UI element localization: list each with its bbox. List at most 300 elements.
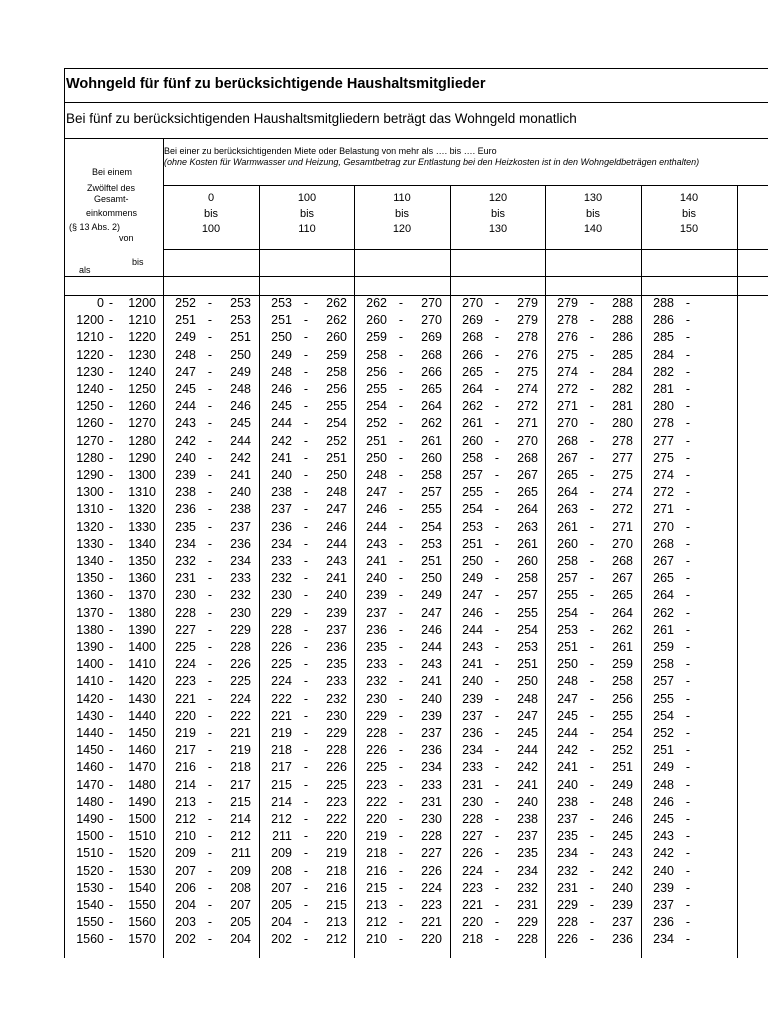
amount-dash: - (589, 347, 595, 362)
amount-from: 251 (653, 743, 674, 758)
amount-from: 260 (366, 313, 387, 328)
amount-dash: - (398, 588, 404, 603)
income-from: 1280 (76, 450, 104, 465)
amount-to: 224 (230, 691, 251, 706)
amount-from: 254 (557, 605, 578, 620)
amount-dash: - (303, 812, 309, 826)
amount-to: 212 (326, 932, 347, 947)
amount-from: 251 (557, 640, 578, 654)
amount-to: 217 (230, 777, 251, 792)
amount-from: 263 (557, 502, 578, 517)
amount-from: 259 (653, 640, 674, 654)
amount-dash: - (398, 846, 404, 861)
amount-from: 248 (557, 674, 578, 689)
amount-from: 209 (271, 846, 292, 861)
income-from: 1470 (76, 777, 104, 792)
amount-dash: - (494, 708, 500, 723)
amount-to: 218 (326, 863, 347, 878)
amount-dash: - (685, 915, 691, 930)
amount-dash: - (303, 708, 309, 723)
amount-dash: - (207, 485, 213, 500)
amount-to: 235 (326, 657, 347, 672)
amount-from: 250 (271, 330, 292, 345)
amount-from: 243 (462, 640, 483, 654)
amount-dash: - (398, 898, 404, 912)
income-from: 1370 (76, 605, 104, 620)
amount-from: 239 (653, 880, 674, 895)
amount-from: 252 (175, 296, 196, 310)
amount-dash: - (303, 898, 309, 912)
income-dash: - (108, 726, 114, 740)
amount-from: 253 (557, 622, 578, 637)
income-from: 1530 (76, 880, 104, 895)
income-dash: - (108, 468, 114, 482)
amount-dash: - (685, 794, 691, 809)
amount-from: 251 (462, 536, 483, 551)
amount-from: 239 (175, 468, 196, 482)
column-header-to-label: bis (585, 207, 601, 220)
amount-from: 229 (557, 898, 578, 912)
amount-dash: - (494, 313, 500, 328)
amount-dash: - (589, 932, 595, 947)
amount-dash: - (207, 846, 213, 861)
amount-from: 247 (175, 364, 196, 379)
amount-from: 218 (366, 846, 387, 861)
amount-to: 284 (612, 364, 633, 379)
amount-dash: - (589, 743, 595, 758)
amount-from: 250 (462, 554, 483, 568)
amount-to: 220 (326, 829, 347, 844)
amount-dash: - (207, 554, 213, 568)
amount-dash: - (303, 932, 309, 947)
amount-from: 228 (175, 605, 196, 620)
column-header-from: 130 (583, 192, 603, 204)
amount-from: 225 (271, 657, 292, 672)
amount-from: 207 (175, 863, 196, 878)
amount-to: 239 (326, 605, 347, 620)
amount-dash: - (494, 382, 500, 396)
income-to: 1220 (128, 330, 156, 345)
amount-to: 204 (230, 932, 251, 947)
grid-hline (64, 276, 768, 277)
income-to: 1440 (128, 708, 156, 723)
amount-to: 249 (230, 364, 251, 379)
amount-dash: - (398, 674, 404, 689)
amount-to: 261 (517, 536, 538, 551)
amount-from: 255 (653, 691, 674, 706)
income-from: 1290 (76, 468, 104, 482)
amount-from: 249 (175, 330, 196, 345)
amount-from: 240 (366, 571, 387, 586)
amount-to: 237 (517, 829, 538, 844)
amount-dash: - (589, 846, 595, 861)
column-header-to-label: bis (299, 207, 315, 220)
amount-from: 255 (366, 382, 387, 396)
amount-to: 225 (326, 777, 347, 792)
amount-to: 268 (612, 554, 633, 568)
amount-to: 207 (230, 898, 251, 912)
amount-to: 250 (326, 468, 347, 482)
amount-dash: - (685, 657, 691, 672)
amount-to: 232 (326, 691, 347, 706)
amount-to: 261 (612, 640, 633, 654)
amount-dash: - (207, 760, 213, 775)
amount-dash: - (494, 571, 500, 586)
amount-from: 268 (653, 536, 674, 551)
amount-dash: - (398, 829, 404, 844)
income-to: 1280 (128, 433, 156, 448)
amount-from: 215 (271, 777, 292, 792)
amount-to: 226 (421, 863, 442, 878)
amount-dash: - (685, 382, 691, 396)
amount-from: 233 (462, 760, 483, 775)
amount-dash: - (207, 708, 213, 723)
amount-to: 242 (612, 863, 633, 878)
amount-dash: - (303, 846, 309, 861)
amount-to: 268 (421, 347, 442, 362)
amount-from: 251 (271, 313, 292, 328)
amount-from: 207 (271, 880, 292, 895)
amount-dash: - (398, 433, 404, 448)
grid-hline (64, 102, 768, 103)
income-to: 1270 (128, 416, 156, 431)
income-dash: - (108, 450, 114, 465)
amount-to: 208 (230, 880, 251, 895)
amount-from: 255 (462, 485, 483, 500)
amount-from: 222 (271, 691, 292, 706)
amount-to: 257 (421, 485, 442, 500)
amount-dash: - (207, 536, 213, 551)
amount-dash: - (207, 416, 213, 431)
amount-to: 267 (612, 571, 633, 586)
amount-from: 258 (557, 554, 578, 568)
amount-dash: - (589, 330, 595, 345)
income-dash: - (108, 829, 114, 844)
income-dash: - (108, 794, 114, 809)
amount-dash: - (303, 726, 309, 740)
amount-to: 236 (421, 743, 442, 758)
amount-dash: - (589, 313, 595, 328)
amount-dash: - (685, 829, 691, 844)
amount-to: 226 (230, 657, 251, 672)
amount-from: 246 (271, 382, 292, 396)
amount-dash: - (398, 743, 404, 758)
amount-to: 254 (326, 416, 347, 431)
amount-from: 237 (462, 708, 483, 723)
income-to: 1330 (128, 519, 156, 534)
amount-to: 252 (612, 743, 633, 758)
amount-from: 243 (653, 829, 674, 844)
income-dash: - (108, 640, 114, 654)
amount-dash: - (589, 450, 595, 465)
amount-to: 274 (517, 382, 538, 396)
income-to: 1530 (128, 863, 156, 878)
amount-dash: - (303, 691, 309, 706)
amount-dash: - (303, 863, 309, 878)
amount-to: 227 (421, 846, 442, 861)
amount-from: 276 (557, 330, 578, 345)
amount-dash: - (303, 915, 309, 930)
amount-from: 253 (462, 519, 483, 534)
amount-from: 236 (462, 726, 483, 740)
amount-from: 241 (366, 554, 387, 568)
amount-from: 246 (366, 502, 387, 517)
amount-from: 208 (271, 863, 292, 878)
amount-from: 267 (557, 450, 578, 465)
amount-to: 271 (612, 519, 633, 534)
amount-dash: - (685, 691, 691, 706)
income-to: 1430 (128, 691, 156, 706)
amount-to: 288 (612, 296, 633, 310)
amount-to: 251 (421, 554, 442, 568)
amount-to: 263 (517, 519, 538, 534)
income-from: 1400 (76, 657, 104, 672)
amount-to: 265 (612, 588, 633, 603)
amount-to: 256 (612, 691, 633, 706)
amount-dash: - (398, 915, 404, 930)
column-header-from: 110 (393, 192, 411, 204)
column-header-to: 120 (392, 223, 412, 235)
grid-hline (163, 185, 768, 186)
amount-from: 229 (366, 708, 387, 723)
income-to: 1210 (128, 313, 156, 328)
amount-to: 240 (421, 691, 442, 706)
amount-dash: - (494, 846, 500, 861)
amount-to: 234 (517, 863, 538, 878)
amount-from: 235 (366, 640, 387, 654)
amount-to: 216 (326, 880, 347, 895)
amount-to: 257 (517, 588, 538, 603)
amount-to: 236 (230, 536, 251, 551)
amount-from: 221 (271, 708, 292, 723)
amount-from: 219 (175, 726, 196, 740)
amount-from: 228 (271, 622, 292, 637)
income-to: 1230 (128, 347, 156, 362)
income-dash: - (108, 364, 114, 379)
income-to: 1260 (128, 399, 156, 414)
amount-from: 242 (557, 743, 578, 758)
income-dash: - (108, 382, 114, 396)
income-from: 1540 (76, 898, 104, 912)
grid-hline (64, 138, 768, 139)
amount-from: 210 (175, 829, 196, 844)
amount-from: 244 (271, 416, 292, 431)
amount-from: 268 (557, 433, 578, 448)
wohngeld-table (64, 68, 768, 958)
income-dash: - (108, 330, 114, 345)
amount-dash: - (494, 364, 500, 379)
amount-from: 235 (175, 519, 196, 534)
income-dash: - (108, 898, 114, 912)
amount-from: 236 (271, 519, 292, 534)
amount-dash: - (303, 554, 309, 568)
amount-to: 243 (612, 846, 633, 861)
amount-from: 259 (366, 330, 387, 345)
amount-from: 232 (175, 554, 196, 568)
amount-dash: - (207, 657, 213, 672)
income-dash: - (108, 605, 114, 620)
amount-dash: - (685, 898, 691, 912)
income-from: 1340 (76, 554, 104, 568)
amount-dash: - (303, 433, 309, 448)
amount-dash: - (398, 640, 404, 654)
income-from: 1250 (76, 399, 104, 414)
amount-to: 260 (421, 450, 442, 465)
amount-from: 240 (653, 863, 674, 878)
income-dash: - (108, 433, 114, 448)
amount-to: 242 (517, 760, 538, 775)
amount-dash: - (398, 657, 404, 672)
amount-from: 260 (557, 536, 578, 551)
amount-from: 253 (271, 296, 292, 310)
amount-to: 241 (517, 777, 538, 792)
amount-to: 245 (517, 726, 538, 740)
amount-to: 244 (517, 743, 538, 758)
amount-dash: - (589, 605, 595, 620)
column-header-2 (260, 191, 354, 238)
amount-dash: - (494, 898, 500, 912)
amount-to: 260 (326, 330, 347, 345)
amount-dash: - (589, 674, 595, 689)
amount-to: 262 (612, 622, 633, 637)
amount-from: 230 (175, 588, 196, 603)
income-dash: - (108, 812, 114, 826)
amount-from: 221 (462, 898, 483, 912)
amount-dash: - (589, 554, 595, 568)
amount-from: 248 (271, 364, 292, 379)
amount-to: 240 (326, 588, 347, 603)
amount-from: 261 (557, 519, 578, 534)
amount-dash: - (303, 450, 309, 465)
amount-dash: - (589, 364, 595, 379)
amount-to: 237 (421, 726, 442, 740)
amount-dash: - (685, 588, 691, 603)
amount-dash: - (494, 760, 500, 775)
amount-from: 202 (175, 932, 196, 947)
amount-to: 246 (230, 399, 251, 414)
amount-from: 241 (557, 760, 578, 775)
row-header-line3: Gesamt- (94, 194, 129, 204)
income-dash: - (108, 485, 114, 500)
amount-from: 213 (175, 794, 196, 809)
amount-dash: - (589, 708, 595, 723)
grid-hline (163, 249, 768, 250)
amount-dash: - (589, 880, 595, 895)
amount-from: 238 (557, 794, 578, 809)
amount-to: 267 (517, 468, 538, 482)
amount-dash: - (398, 760, 404, 775)
column-header-5 (546, 191, 640, 238)
amount-to: 270 (421, 313, 442, 328)
amount-to: 245 (230, 416, 251, 431)
amount-from: 231 (557, 880, 578, 895)
amount-from: 285 (653, 330, 674, 345)
amount-dash: - (685, 399, 691, 414)
amount-from: 238 (271, 485, 292, 500)
amount-from: 226 (366, 743, 387, 758)
amount-from: 206 (175, 880, 196, 895)
amount-dash: - (685, 863, 691, 878)
amount-to: 223 (421, 898, 442, 912)
amount-to: 245 (612, 829, 633, 844)
amount-to: 248 (517, 691, 538, 706)
income-to: 1290 (128, 450, 156, 465)
income-dash: - (108, 691, 114, 706)
amount-to: 249 (612, 777, 633, 792)
amount-dash: - (303, 468, 309, 482)
amount-to: 261 (421, 433, 442, 448)
amount-to: 238 (230, 502, 251, 517)
amount-to: 244 (230, 433, 251, 448)
income-to: 1400 (128, 640, 156, 654)
amount-to: 279 (517, 313, 538, 328)
amount-to: 256 (326, 382, 347, 396)
column-header-4 (451, 191, 545, 238)
amount-to: 232 (230, 588, 251, 603)
amount-from: 204 (175, 898, 196, 912)
amount-from: 254 (462, 502, 483, 517)
income-from: 1490 (76, 812, 104, 826)
amount-dash: - (303, 347, 309, 362)
amount-from: 213 (366, 898, 387, 912)
amount-dash: - (685, 777, 691, 792)
amount-dash: - (398, 536, 404, 551)
amount-from: 256 (366, 364, 387, 379)
amount-to: 276 (517, 347, 538, 362)
amount-to: 268 (517, 450, 538, 465)
amount-to: 251 (230, 330, 251, 345)
amount-dash: - (303, 640, 309, 654)
amount-to: 255 (326, 399, 347, 414)
amount-dash: - (494, 777, 500, 792)
income-from: 1230 (76, 364, 104, 379)
amount-from: 219 (271, 726, 292, 740)
amount-dash: - (303, 743, 309, 758)
amount-from: 250 (366, 450, 387, 465)
rent-note-line2: (ohne Kosten für Warmwasser und Heizung, Gesamtbetrag zur Entlastung bei den Heizkosten ist in den Wohngeldbeträgen enthalten) (164, 157, 700, 167)
amount-dash: - (685, 330, 691, 345)
amount-dash: - (685, 416, 691, 431)
income-to: 1560 (128, 915, 156, 930)
amount-to: 236 (326, 640, 347, 654)
amount-from: 265 (653, 571, 674, 586)
amount-dash: - (207, 519, 213, 534)
amount-from: 254 (653, 708, 674, 723)
amount-dash: - (303, 571, 309, 586)
amount-from: 244 (366, 519, 387, 534)
amount-dash: - (589, 588, 595, 603)
amount-dash: - (685, 433, 691, 448)
amount-from: 203 (175, 915, 196, 930)
amount-dash: - (685, 554, 691, 568)
amount-from: 252 (366, 416, 387, 431)
amount-from: 266 (462, 347, 483, 362)
amount-dash: - (398, 932, 404, 947)
row-header-line1: Bei einem (92, 167, 133, 177)
amount-to: 233 (230, 571, 251, 586)
amount-to: 272 (517, 399, 538, 414)
income-dash: - (108, 846, 114, 861)
amount-dash: - (207, 399, 213, 414)
amount-from: 242 (271, 433, 292, 448)
amount-to: 248 (612, 794, 633, 809)
column-header-to: 150 (679, 223, 699, 235)
amount-to: 264 (421, 399, 442, 414)
amount-to: 213 (326, 915, 347, 930)
income-dash: - (108, 777, 114, 792)
amount-dash: - (398, 399, 404, 414)
amount-dash: - (207, 829, 213, 844)
